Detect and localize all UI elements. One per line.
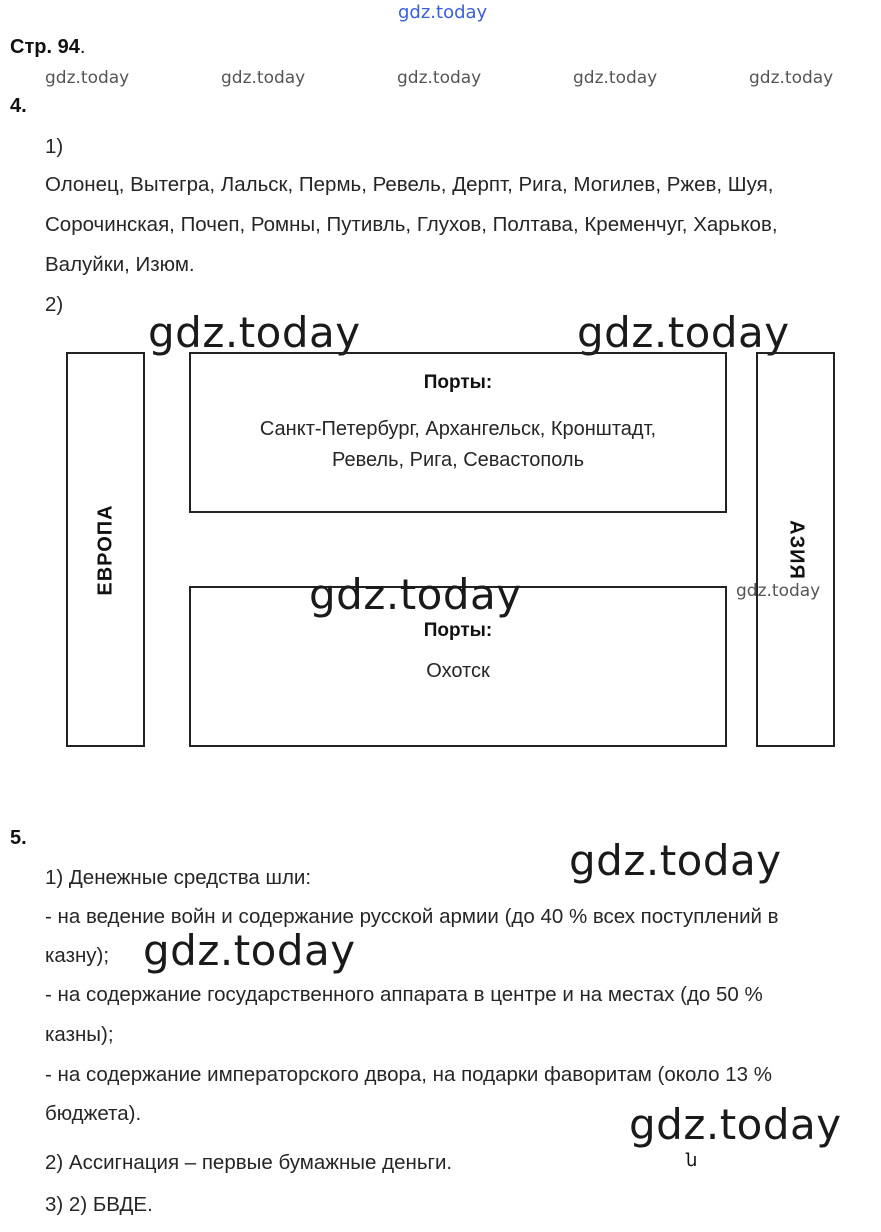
task-5-line: бюджета).	[45, 1102, 142, 1125]
page-label-text: Стр. 94	[10, 36, 80, 58]
page-label	[10, 36, 85, 59]
watermark-big: gdz.today	[629, 1100, 842, 1149]
task-5-line: - на содержание императорского двора, на подарки фаворитам (около 13 %	[45, 1063, 772, 1086]
stray-mark: ն	[686, 1150, 698, 1170]
ports-east-line: Охотск	[426, 660, 490, 682]
page-label-dot: .	[79, 36, 86, 58]
task-5-line: 2) Ассигнация – первые бумажные деньги.	[45, 1151, 453, 1174]
task-5-line: - на содержание государственного аппарата в центре и на местах (до 50 %	[45, 983, 763, 1006]
watermark-big: gdz.today	[309, 570, 522, 619]
europe-label: ЕВРОПА	[94, 503, 116, 596]
ports-west-box	[189, 352, 727, 513]
watermark-big: gdz.today	[148, 308, 361, 357]
ports-west-line: Санкт-Петербург, Архангельск, Кронштадт,	[259, 418, 657, 440]
watermark-small: gdz.today	[397, 68, 482, 88]
task-4-number: 4.	[10, 95, 27, 117]
ports-west-line: Ревель, Рига, Севастополь	[331, 449, 584, 471]
ports-west-title: Порты:	[423, 372, 493, 393]
task-5-number: 5.	[10, 827, 27, 849]
watermark-big: gdz.today	[569, 836, 782, 885]
task-5-line: казну);	[45, 944, 110, 967]
watermark-big: gdz.today	[143, 926, 356, 975]
task-4-cities-line: Олонец, Вытегра, Лальск, Пермь, Ревель, Дерпт, Рига, Могилев, Ржев, Шуя,	[45, 173, 774, 196]
watermark-small: gdz.today	[573, 68, 658, 88]
watermark-top: gdz.today	[398, 2, 488, 23]
task-4-cities-line: Валуйки, Изюм.	[45, 253, 195, 276]
watermark-small: gdz.today	[736, 581, 821, 601]
watermark-small: gdz.today	[749, 68, 834, 88]
task-5-line: 3) 2) БВДЕ.	[45, 1193, 153, 1216]
watermark-small: gdz.today	[45, 68, 130, 88]
europe-box	[66, 352, 145, 747]
task-5-line: 1) Денежные средства шли:	[45, 866, 312, 889]
task-5-line: казны);	[45, 1023, 114, 1046]
watermark-big: gdz.today	[577, 308, 790, 357]
task-4-part-2-label: 2)	[45, 293, 64, 316]
task-4-cities-line: Сорочинская, Почеп, Ромны, Путивль, Глухов, Полтава, Кременчуг, Харьков,	[45, 213, 778, 236]
asia-box	[756, 352, 835, 747]
watermark-small: gdz.today	[221, 68, 306, 88]
asia-label: АЗИЯ	[785, 519, 807, 580]
task-5-line: - на ведение войн и содержание русской армии (до 40 % всех поступлений в	[45, 905, 779, 928]
task-4-part-1-label: 1)	[45, 135, 64, 158]
ports-east-title: Порты:	[423, 620, 493, 641]
